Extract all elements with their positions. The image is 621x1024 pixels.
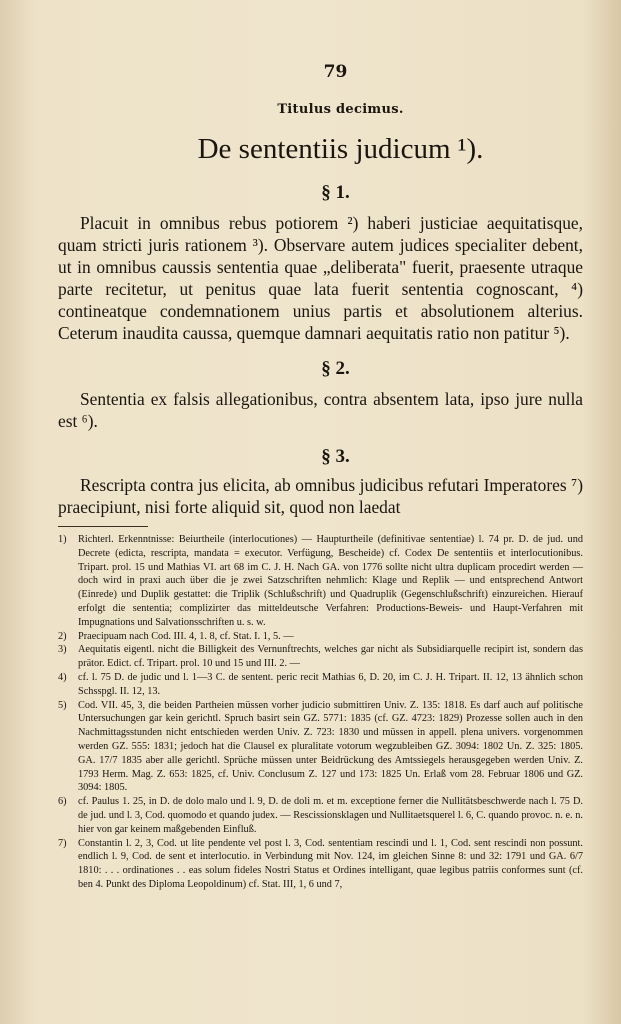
footnote	[58, 630, 583, 644]
footnote-mark: 5)	[58, 699, 67, 711]
footnote	[58, 795, 583, 836]
footnote	[58, 533, 583, 630]
titulus: Titulus decimus.	[277, 102, 404, 117]
footnote	[58, 643, 583, 671]
section-2	[58, 358, 583, 432]
footnote-text: cf. l. 75 D. de judic und l. 1—3 C. de sentent. peric recit Mathias 6, D. 20, im C. J. H. Tripart. II. 12, 13 ähnlich schon Schsspgl. II. 12, 13.	[78, 671, 583, 697]
section-text: Sententia ex falsis allegationibus, contra absentem lata, ipso jure nulla est ⁶).	[58, 389, 583, 431]
footnote-text: Cod. VII. 45, 3, die beiden Partheien müssen vorher judicio submittiren Univ. Z. 135: 1818. Es darf auch auf politische Untersuchungen gar kein gerichtl. Spruch basirt sein GZ. 5771: 1835 (cf. GZ. 4723: 1829) Prozesse sollen auch in den Nachmittagsstunden nicht entschieden werden Univ. Z. 723: 1830 und müssen in appell. plena univers. vorgenommen werden GZ. 555: 1831; jedoch hat die Clausel ex pluralitate votorum wegzubleiben GZ. 3094: 1802 Un. Z. 325: 1805. GA. 17/7 1835 aber alle gerichtl. Sprüche müssen unter Beidrückung des Amtssiegels herausgegeben werden Univ. Z. 1793 Herm. Mag. Z. 653: 1825, cf. Univ. Conclusum Z. 127 und 173: 1825 Un. Erlaß vom 28. Februar 1806 und GZ. 3094: 1805.	[78, 699, 583, 794]
footnote	[58, 699, 583, 796]
footnote-text: Praecipuam nach Cod. III. 4, 1. 8, cf. Stat. I. 1, 5. —	[78, 630, 294, 642]
footnote-divider	[58, 526, 148, 527]
page-number: 79	[323, 62, 348, 82]
footnote-text: Constantin l. 2, 3, Cod. ut lite pendente vel post l. 3, Cod. sententiam rescindi und l. 1, Cod. sent rescindi non possunt. endlich l. 9, Cod. de sent et interlocutio. in Verbindung mit Nov. 124, im gleichen Sinne 8: und 32: 1791 und GA. 6/7 1810: . . . ordinationes . . eas solum fideles Nostri Status et Ordines intelligant, quae legibus patriis conformes sunt (cf. ben 4. Punkt des Diploma Leopoldinum) cf. Stat. III, 1, 6 und 7,	[78, 837, 583, 890]
footnote	[58, 671, 583, 699]
footnote-mark: 1)	[58, 534, 67, 545]
footnote-text: Aequitatis eigentl. nicht die Billigkeit des Vernunftrechts, welches gar nicht als Subsidiarquelle recipirt ist, sondern das prätor. Edict. cf. Tripart. prol. 10 und 15 und III. 2. —	[78, 644, 583, 670]
footnote-mark: 4)	[58, 671, 67, 683]
section-label: § 2.	[321, 358, 350, 379]
footnote-mark: 2)	[58, 630, 67, 642]
footnote	[58, 837, 583, 892]
section-text: Placuit in omnibus rebus potiorem ²) haberi justiciae aequitatisque, quam stricti juris rationem ³). Observare autem judices specialiter debent, ut in omnibus caussis sententia quae „deliberata" fuerit, praesente utraque parte recitetur, ut penitus quae lata fuerit sententia cognoscant, ⁴) contineatque condemnationem unius partis et absolutionem alterius. Ceterum inaudita caussa, quemque damnari aequitatis ratio non patitur ⁵).	[58, 213, 583, 343]
footnotes	[58, 533, 583, 892]
page-heading: De sententiis judicum ¹).	[197, 133, 484, 165]
section-label: § 3.	[321, 446, 350, 467]
footnote-mark: 6)	[58, 796, 67, 808]
footnote-text: Richterl. Erkenntnisse: Beiurtheile (interlocutiones) — Haupturtheile (definitivae sententiae) l. 74 pr. D. de jud. und Decrete (edicta, rescripta, mandata = executor. Verfügung, Bescheide) cf. Codex De sententiis et interlocutionibus. Tripart. prol. 15 und Mathias VI. art 68 im C. J. H. Nach GA. von 1776 sollte nicht ultra duplicam procedirt werden — doch wird in praxi auch über die je zwei Satzschriften nehmlich: Klage und Replik — und entsprechend Antwort (Einrede) und Duplik gestattet: die Triplik (Schlußschrift) und Quadruplik (Gegenschlußschrift) einzureichen. Hierauf erfolgt die sententia; complizirter das mitteldeutsche Verfahren: Productions-Beweis- und Haupt-Verfahren mit Impugnations und Salvationsschriften u. s. w.	[78, 534, 583, 628]
section-label: § 1.	[321, 182, 350, 203]
footnote-mark: 3)	[58, 644, 67, 656]
section-3	[58, 446, 583, 518]
section-text: Rescripta contra jus elicita, ab omnibus judicibus refutari Imperatores ⁷) praecipiunt, nisi forte aliquid sit, quod non laedat	[58, 475, 583, 517]
footnote-mark: 7)	[58, 837, 67, 849]
footnote-text: cf. Paulus 1. 25, in D. de dolo malo und l. 9, D. de doli m. et m. exceptione ferner die Nullitätsbeschwerde nach l. 75 D. de jud. und l. 3, Cod. quomodo et quando judex. — Rescissionsklagen und Nullitaetsquerel l. 6, C. quando provoc. n. e. n. hier von gar keinem maßgebenden Einfluß.	[78, 796, 583, 835]
section-1	[58, 182, 583, 344]
